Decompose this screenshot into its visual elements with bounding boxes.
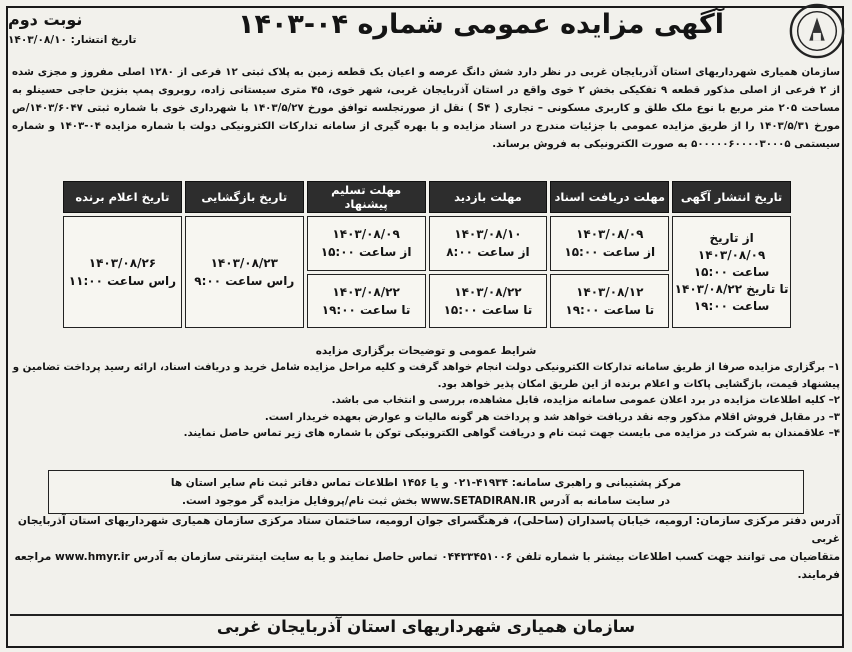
opening-time: راس ساعت ۹:۰۰ xyxy=(194,274,295,288)
visit-to-cell xyxy=(429,274,548,329)
condition-item: ۳– در مقابل فروش اقلام مذکور وجه نقد دریافت خواهد شد و پرداخت هر گونه مالیات و عوارض بعهده خریدار است. xyxy=(264,411,840,423)
visit-from-cell xyxy=(429,216,548,271)
schedule-row xyxy=(63,216,791,271)
condition-item: ۴– علاقمندان به شرکت در مزایده می بایست جهت ثبت نام و دریافت گواهی الکترونیکی توکن با شماره های زیر تماس حاصل نمایند. xyxy=(183,428,840,439)
schedule-table xyxy=(60,178,794,331)
submit-from-time: از ساعت ۱۵:۰۰ xyxy=(320,245,412,260)
publish-to: تا تاریخ ۱۴۰۳/۰۸/۲۲ xyxy=(674,281,789,296)
submit-to-date: ۱۴۰۳/۰۸/۲۲ xyxy=(332,284,400,299)
support-info-box xyxy=(48,470,804,514)
publish-from: از تاریخ ۱۴۰۳/۰۸/۰۹ xyxy=(697,230,766,262)
contact-info xyxy=(12,512,840,584)
winner-cell xyxy=(63,216,182,328)
docs-to-date: ۱۴۰۳/۰۸/۱۲ xyxy=(576,284,644,299)
opening-cell xyxy=(185,216,304,328)
contact-phone-website: متقاضیان می توانند جهت کسب اطلاعات بیشتر با شماره تلفن ۰۴۴۳۳۴۵۱۰۰۶ تماس حاصل نمایند و یا به سایت اینترنتی سازمان به آدرس www.hmyr.ir مراجعه فرمایند. xyxy=(14,551,840,581)
submit-to-cell xyxy=(307,274,426,329)
header-publish-date: تاریخ انتشار آگهی xyxy=(672,181,791,213)
docs-to-time: تا ساعت ۱۹:۰۰ xyxy=(565,302,655,317)
visit-from-date: ۱۴۰۳/۰۸/۱۰ xyxy=(454,227,522,242)
footer-divider xyxy=(10,614,842,616)
conditions-title: شرایط عمومی و توضیحات برگزاری مزایده xyxy=(315,345,537,357)
header-submission-deadline: مهلت تسلیم پیشنهاد xyxy=(307,181,426,213)
condition-item: ۱– برگزاری مزایده صرفا از طریق سامانه تدارکات الکترونیکی دولت انجام خواهد گرفت و کلیه مراحل مزایده شامل خرید و دریافت اسناد، ارائه رسید پرداخت تضامین و پیشنهاد قیمت، بازگشایی پاکات و اعلام برنده از این طریق امکان پذیر خواهد بود. xyxy=(12,362,840,390)
header-winner-date: تاریخ اعلام برنده xyxy=(63,181,182,213)
publish-to-time: ساعت ۱۹:۰۰ xyxy=(693,298,770,313)
condition-item: ۲– کلیه اطلاعات مزایده در برد اعلان عمومی سامانه مزایده، قابل مشاهده، بررسی و انتخاب می باشد. xyxy=(331,395,840,406)
visit-to-date: ۱۴۰۳/۰۸/۲۲ xyxy=(454,284,522,299)
organization-logo-icon xyxy=(788,2,846,60)
conditions-list xyxy=(12,360,840,443)
intro-paragraph: سازمان همیاری شهرداریهای استان آذربایجان غربی در نظر دارد شش دانگ عرصه و اعیان یک قطعه زمین به پلاک ثبتی ۱۲ فرعی از ۱۲۸۰ اصلی مفروز و مجزی شده از ۲ فرعی از اصلی مذکور قطعه ۹ تفکیکی بخش ۲ خوی واقع در استان آذربایجان غربی، شهر خوی، ۴۵ متری سیستانی زاده، روبروی پمپ بنزین حاجی حسینلو به مساحت ۲۰۵ متر مربع با نوع ملک طلق و کاربری مسکونی – تجاری ( S۴ ) نقل از صورتجلسه توافق مورخ ۱۴۰۳/۵/۲۷ با شهرداری خوی با شماره ثبتی ۱۴۰۳/۶۰۴۷/ص مورخ ۱۴۰۳/۵/۳۱ را از طریق مزایده عمومی با جزئیات مندرج در اسناد مزایده و با بهره گیری از سامانه تدارکات الکترونیکی دولت با شماره مزایده ۰۴-۱۴۰۳ و شماره سیستمی ۵۰۰۰۰۰۶۰۰۰۰۳۰۰۰۵ به صورت الکترونیکی به فروش برساند. xyxy=(12,67,841,150)
support-line: مرکز پشتیبانی و راهبری سامانه: ۴۱۹۳۴-۰۲۱ و یا ۱۴۵۶ اطلاعات تماس دفاتر ثبت نام سایر استان ها xyxy=(170,477,682,489)
winner-date: ۱۴۰۳/۰۸/۲۶ xyxy=(88,256,157,270)
submit-from-cell xyxy=(307,216,426,271)
schedule-header-row xyxy=(63,181,791,213)
support-line: در سایت سامانه به آدرس www.SETADIRAN.IR بخش ثبت نام/پروفایل مزایده گر موجود است. xyxy=(181,495,671,507)
submit-to-time: تا ساعت ۱۹:۰۰ xyxy=(321,302,411,317)
publication-round: نوبت دوم xyxy=(8,10,83,29)
footer-organization-name: سازمان همیاری شهرداریهای استان آذربایجان غربی xyxy=(216,617,636,636)
publish-period-cell xyxy=(672,216,791,328)
docs-from-time: از ساعت ۱۵:۰۰ xyxy=(564,245,656,260)
docs-from-date: ۱۴۰۳/۰۸/۰۹ xyxy=(576,227,644,242)
winner-time: راس ساعت ۱۱:۰۰ xyxy=(68,274,177,288)
header-document-deadline: مهلت دریافت اسناد xyxy=(550,181,669,213)
notice-title: آگهی مزایده عمومی شماره ۰۴-۱۴۰۳ xyxy=(237,9,725,40)
notice-header xyxy=(0,0,852,64)
submit-from-date: ۱۴۰۳/۰۸/۰۹ xyxy=(332,227,400,242)
publication-date: تاریخ انتشار: ۱۴۰۳/۰۸/۱۰ xyxy=(8,34,137,46)
header-visit-deadline: مهلت بازدید xyxy=(429,181,548,213)
docs-from-cell xyxy=(550,216,669,271)
visit-from-time: از ساعت ۸:۰۰ xyxy=(446,245,530,260)
publish-from-time: ساعت ۱۵:۰۰ xyxy=(693,264,770,279)
opening-date: ۱۴۰۳/۰۸/۲۳ xyxy=(210,256,278,270)
visit-to-time: تا ساعت ۱۵:۰۰ xyxy=(443,302,533,317)
docs-to-cell xyxy=(550,274,669,329)
office-address: آدرس دفتر مرکزی سازمان: ارومیه، خیابان پاسداران (ساحلی)، فرهنگسرای جوان ارومیه، ساختمان ستاد مرکزی سازمان همیاری شهرداریهای استان آذربایجان غربی xyxy=(17,515,840,545)
header-opening-date: تاریخ بازگشایی xyxy=(185,181,304,213)
